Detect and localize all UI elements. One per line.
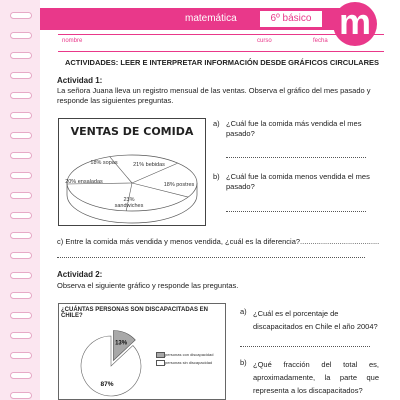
answer-line[interactable] — [240, 346, 370, 347]
binding-ring — [10, 232, 32, 239]
name-field-label: nombre — [62, 38, 83, 44]
date-field-label: fecha — [313, 38, 328, 44]
binding-ring — [10, 112, 32, 119]
slice-label: 87% — [100, 381, 114, 388]
legend-swatch — [156, 360, 165, 366]
binding-ring — [10, 172, 32, 179]
binding-ring — [10, 332, 32, 339]
binding-ring — [10, 392, 32, 399]
chart-title: ¿CUÁNTAS PERSONAS SON DISCAPACITADAS EN CHILE? — [61, 307, 209, 319]
question-b-text: ¿Qué fracción del total es, aproximadamente, la parte que representa a los discapacitados? — [253, 360, 379, 395]
student-info-row — [58, 34, 384, 52]
binding-ring — [10, 252, 32, 259]
binding-ring — [10, 272, 32, 279]
food-sales-chart — [58, 118, 206, 226]
slice-label: 13% — [115, 340, 128, 347]
slice-label-percent: 23% — [123, 197, 135, 203]
legend-swatch — [156, 352, 165, 358]
slice-label: 18% postres — [163, 182, 195, 188]
binding-ring — [10, 132, 32, 139]
answer-line[interactable] — [226, 157, 366, 158]
question-letter: a) — [240, 307, 247, 316]
question-letter: b) — [213, 172, 220, 181]
binding-ring — [10, 52, 32, 59]
binding-ring — [10, 292, 32, 299]
brand-logo: m — [333, 2, 377, 46]
answer-line[interactable] — [57, 257, 365, 258]
binding-ring — [10, 152, 32, 159]
activity-1-intro: La señora Juana lleva un registro mensual de las ventas. Observa el gráfico del mes pasado y responde las siguientes preguntas. — [57, 86, 371, 105]
binding-ring — [10, 12, 32, 19]
slice-label: 21% bebidas — [133, 162, 165, 168]
answer-line[interactable] — [226, 211, 366, 212]
food-sales-pie — [59, 119, 205, 225]
legend-label: personas sin discapacidad — [165, 360, 213, 365]
subject-label: matemática — [185, 13, 237, 24]
question-c-text: c) Entre la comida más vendida y menos vendida, ¿cuál es la diferencia?...................................... — [57, 237, 380, 246]
binding-ring — [10, 352, 32, 359]
binding-ring — [10, 92, 32, 99]
activity-2-intro: Observa el siguiente gráfico y responde las preguntas. — [57, 281, 239, 290]
binding-ring — [10, 212, 32, 219]
activity-1-heading: Actividad 1: — [57, 76, 103, 85]
legend-label: personas con discapacidad — [165, 352, 214, 357]
question-a-text: ¿Cuál es el porcentaje de discapacitados en Chile el año 2004? — [253, 309, 378, 331]
binding-ring — [10, 72, 32, 79]
binding-ring — [10, 312, 32, 319]
slice-label: 20% ensaladas — [65, 179, 103, 185]
activity-2-heading: Actividad 2: — [57, 270, 103, 279]
disability-chart — [58, 303, 226, 400]
binding-ring — [10, 372, 32, 379]
question-letter: b) — [240, 358, 247, 367]
grade-label: 6º básico — [260, 11, 322, 27]
notebook-binding — [0, 0, 40, 400]
binding-ring — [10, 192, 32, 199]
chart-title: VENTAS DE COMIDA — [70, 125, 194, 138]
worksheet-title: ACTIVIDADES: LEER E INTERPRETAR INFORMACIÓN DESDE GRÁFICOS CIRCULARES — [64, 58, 380, 67]
question-b-text: ¿Cuál fue la comida menos vendida el mes pasado? — [226, 172, 370, 191]
question-letter: a) — [213, 119, 220, 128]
slice-label: 18% sopas — [90, 160, 118, 166]
question-a-text: ¿Cuál fue la comida más vendida el mes pasado? — [226, 119, 362, 138]
course-field-label: curso — [257, 38, 272, 44]
slice-label-name: sandwiches — [114, 203, 144, 209]
binding-ring — [10, 32, 32, 39]
